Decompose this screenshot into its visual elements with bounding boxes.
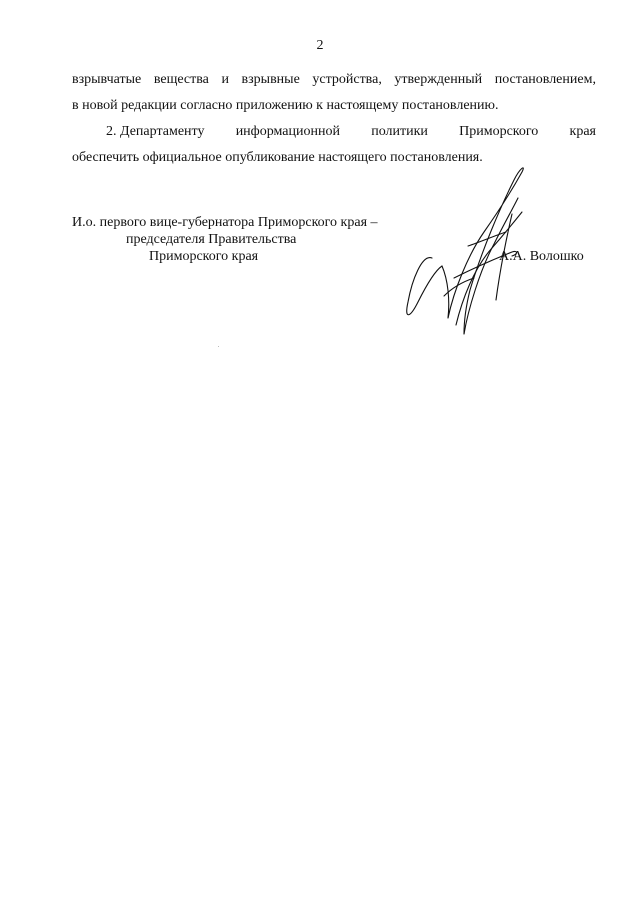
signer-title-line-2: председателя Правительства	[126, 232, 297, 247]
word: информационной	[235, 124, 340, 139]
word: политики	[371, 124, 428, 139]
page-number: 2	[316, 38, 324, 53]
scan-speck	[218, 346, 219, 347]
word: утвержденный	[394, 72, 483, 87]
word: взрывчатые	[72, 72, 142, 87]
signer-name: А.А. Волошко	[499, 249, 584, 264]
paragraph-2-line-2: обеспечить официальное опубликование настоящего постановления.	[72, 150, 483, 165]
word: вещества	[153, 72, 209, 87]
word: края	[569, 124, 596, 139]
word: взрывные	[241, 72, 300, 87]
paragraph-1-line-2: в новой редакции согласно приложению к настоящему постановлению.	[72, 98, 499, 113]
word: 2. Департаменту	[106, 124, 205, 139]
handwritten-signature-icon	[396, 150, 536, 345]
paragraph-1-line-1	[72, 71, 596, 89]
word: устройства,	[312, 72, 382, 87]
word: Приморского	[459, 124, 539, 139]
signer-title-line-1: И.о. первого вице-губернатора Приморского края –	[72, 215, 378, 230]
paragraph-2-line-1	[72, 123, 596, 141]
signer-title-block	[72, 214, 378, 265]
word: постановлением,	[494, 72, 596, 87]
signer-title-line-3: Приморского края	[149, 249, 259, 264]
word: и	[221, 72, 229, 87]
